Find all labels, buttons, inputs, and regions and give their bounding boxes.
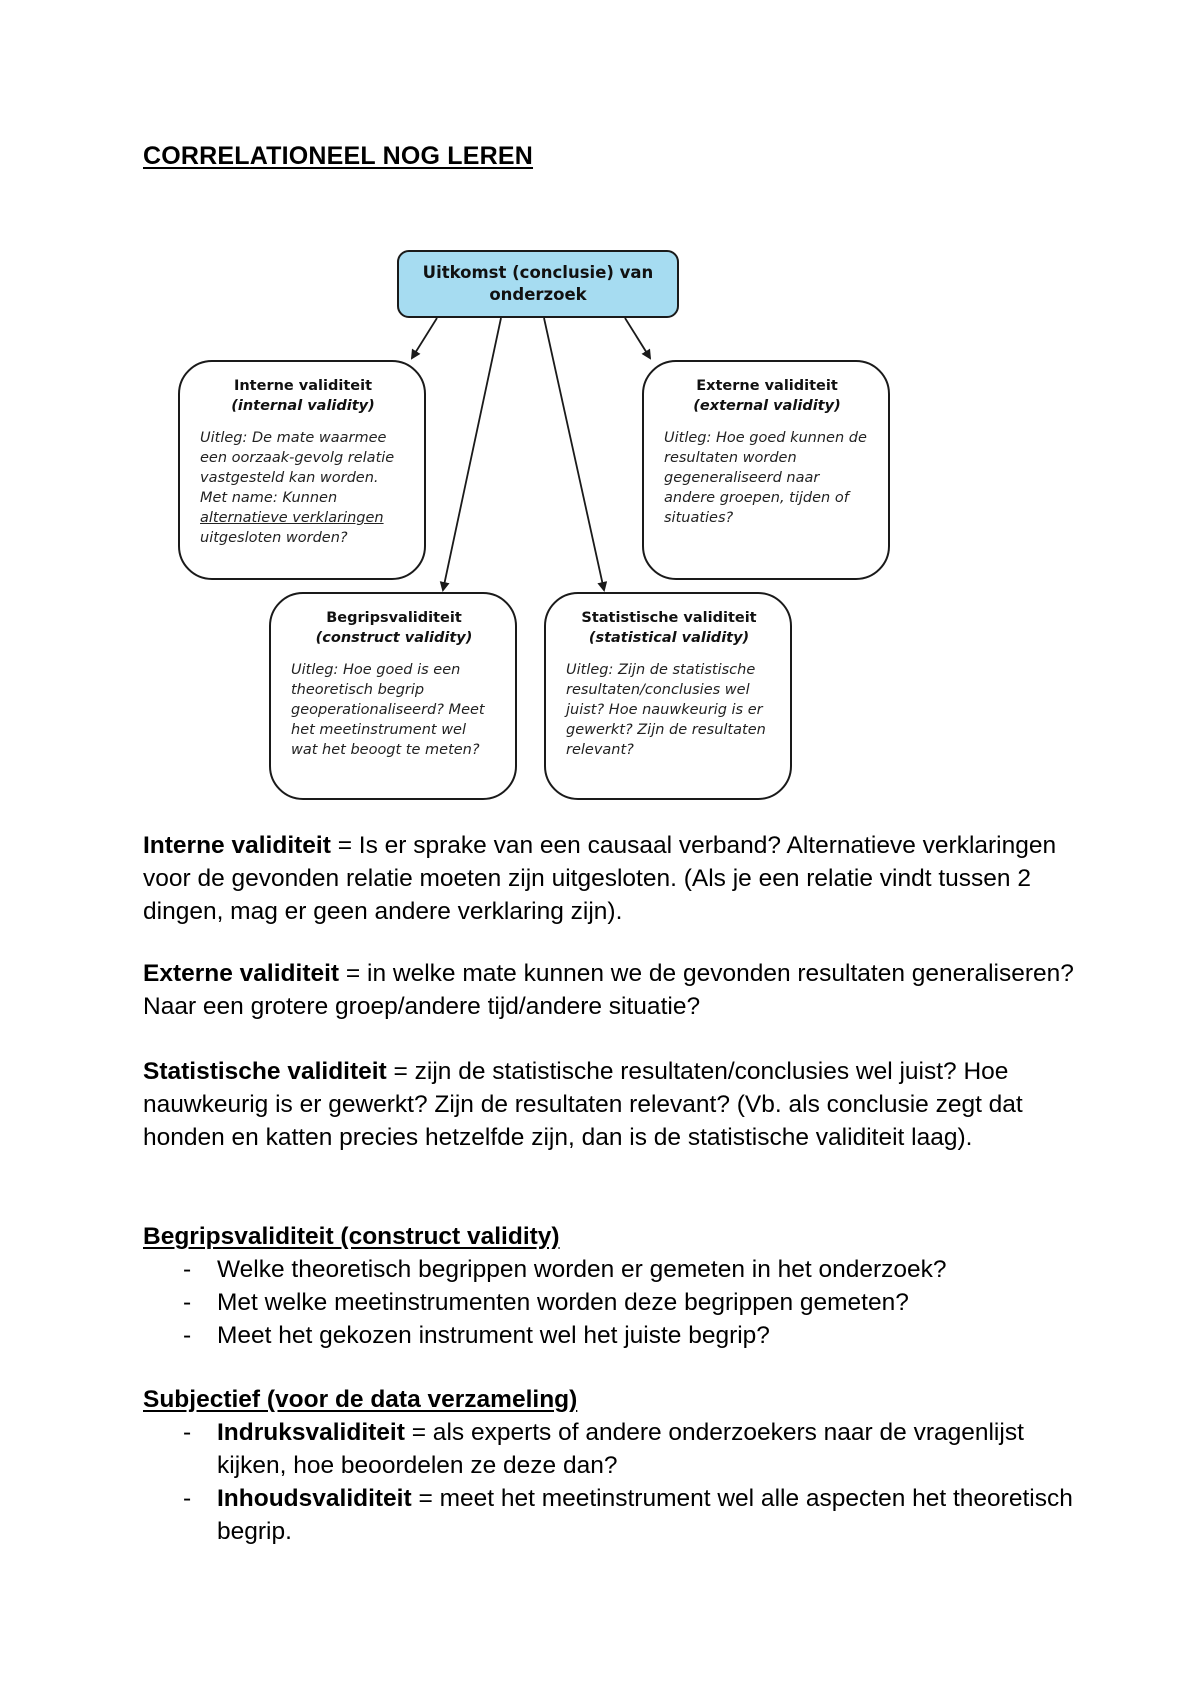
definition: = als experts of andere onderzoekers naar de vragenlijst kijken, hoe beoordelen ze deze dan? xyxy=(217,1419,1024,1479)
definition: = zijn de statistische resultaten/conclusies wel juist? Hoe nauwkeurig is er gewerkt? Zijn de resultaten relevant? (Vb. als conclusie zegt dat honden en katten precies hetzelfde zijn, dan is de statistische validiteit laag). xyxy=(143,1058,1023,1151)
paragraph-internal-validity xyxy=(143,829,1083,928)
node-body-text: uitgesloten worden? xyxy=(200,530,348,546)
outcome-line1: Uitkomst (conclusie) van xyxy=(422,263,654,282)
list-item xyxy=(143,1286,1083,1319)
dash-bullet-icon: - xyxy=(183,1322,192,1349)
section-heading: Subjectief (voor de data verzameling) xyxy=(143,1386,578,1413)
dash-bullet-icon: - xyxy=(183,1485,192,1512)
node-title: Externe validiteit xyxy=(696,378,838,394)
definition: = in welke mate kunnen we de gevonden resultaten generaliseren? Naar een grotere groep/andere tijd/andere situatie? xyxy=(143,960,1074,1020)
paragraph-statistical-validity xyxy=(143,1055,1083,1154)
term: Inhoudsvaliditeit xyxy=(217,1485,412,1512)
list-item xyxy=(143,1416,1083,1482)
node-subtitle: (construct validity) xyxy=(315,630,473,646)
definition: = Is er sprake van een causaal verband? Alternatieve verklaringen voor de gevonden relatie moeten zijn uitgesloten. (Als je een relatie vindt tussen 2 dingen, mag er geen andere verklaring zijn). xyxy=(143,832,1057,925)
node-subtitle: (internal validity) xyxy=(231,398,375,414)
node-title: Begripsvaliditeit xyxy=(326,610,462,626)
section-heading: Begripsvaliditeit (construct validity) xyxy=(143,1223,560,1250)
node-body: Uitleg: Hoe goed kunnen de resultaten worden gegeneraliseerd naar andere groepen, tijden of situaties? xyxy=(664,430,867,526)
node-body: Uitleg: Zijn de statistische resultaten/conclusies wel juist? Hoe nauwkeurig is er gewerkt? Zijn de resultaten relevant? xyxy=(566,662,766,758)
section-subjective xyxy=(143,1383,1083,1548)
paragraph-external-validity xyxy=(143,957,1083,1023)
outcome-line2: onderzoek xyxy=(489,285,587,304)
dash-bullet-icon: - xyxy=(183,1289,192,1316)
node-subtitle: (statistical validity) xyxy=(588,630,750,646)
external-validity-node xyxy=(642,360,890,580)
list-item-text: Welke theoretisch begrippen worden er gemeten in het onderzoek? xyxy=(217,1256,947,1283)
arrow-to-external xyxy=(625,318,650,358)
list-item xyxy=(143,1253,1083,1286)
arrow-to-statistical xyxy=(544,318,604,590)
bullet-list xyxy=(143,1416,1083,1548)
node-title: Interne validiteit xyxy=(233,378,373,394)
section-construct-validity xyxy=(143,1220,1083,1352)
node-title: Statistische validiteit xyxy=(581,610,757,626)
node-body-text: Uitleg: De mate waarmee een oorzaak-gevolg relatie vastgesteld kan worden. Met name: Kunnen xyxy=(200,430,395,506)
outcome-node xyxy=(397,250,679,318)
definition: = meet het meetinstrument wel alle aspecten het theoretisch begrip. xyxy=(217,1485,1073,1545)
internal-validity-node xyxy=(178,360,426,580)
arrow-to-internal xyxy=(412,318,437,358)
term: Indruksvaliditeit xyxy=(217,1419,405,1446)
list-item xyxy=(143,1482,1083,1548)
node-subtitle: (external validity) xyxy=(693,398,841,414)
list-item-text: Meet het gekozen instrument wel het juiste begrip? xyxy=(217,1322,770,1349)
node-body xyxy=(200,428,406,548)
dash-bullet-icon: - xyxy=(183,1419,192,1446)
list-item-text: Met welke meetinstrumenten worden deze begrippen gemeten? xyxy=(217,1289,909,1316)
bullet-list xyxy=(143,1253,1083,1352)
term: Statistische validiteit xyxy=(143,1058,387,1085)
statistical-validity-node xyxy=(544,592,792,800)
construct-validity-node xyxy=(269,592,517,800)
term: Externe validiteit xyxy=(143,960,340,987)
validity-diagram xyxy=(0,0,1200,820)
arrow-to-construct xyxy=(443,318,501,590)
list-item xyxy=(143,1319,1083,1352)
term: Interne validiteit xyxy=(143,832,331,859)
node-body-underlined: alternatieve verklaringen xyxy=(200,510,384,526)
node-body: Uitleg: Hoe goed is een theoretisch begrip geoperationaliseerd? Meet het meetinstrument wel wat het beoogt te meten? xyxy=(291,662,485,758)
page-title: CORRELATIONEEL NOG LEREN xyxy=(143,142,534,170)
dash-bullet-icon: - xyxy=(183,1256,192,1283)
